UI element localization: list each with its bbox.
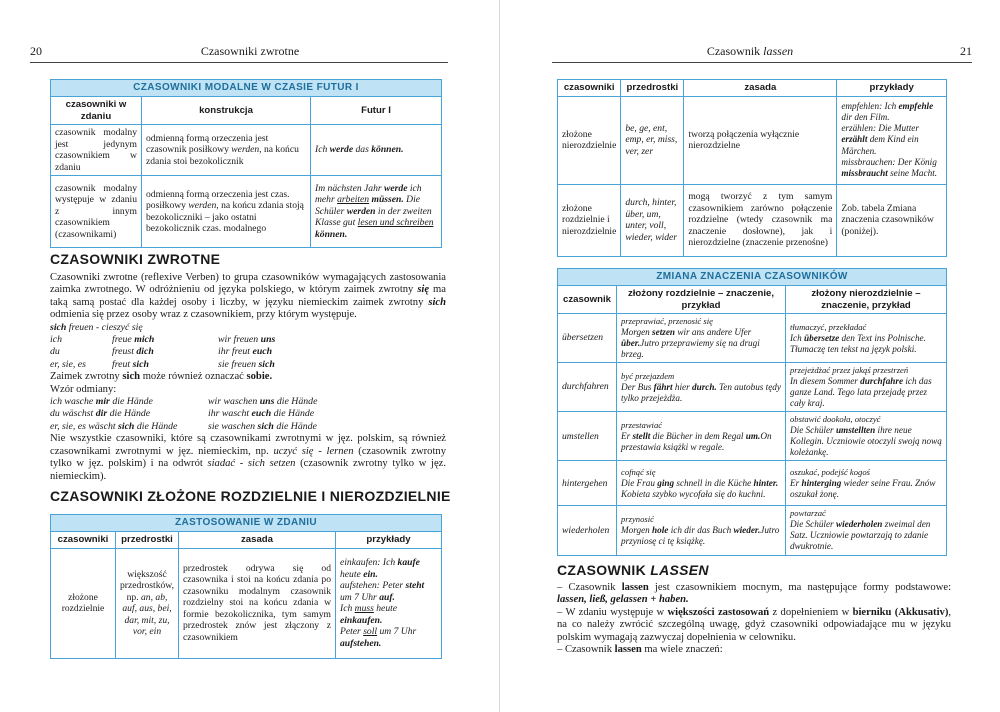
table-row: [558, 184, 947, 256]
verb-cell: umstellen: [558, 412, 617, 461]
table-cell: Ich werde das können.: [311, 125, 442, 176]
table-cell: złożone nierozdzielnie: [558, 96, 621, 184]
modal-verbs-table: [50, 79, 442, 248]
verb-form-plural: sie freuen sich: [218, 358, 275, 370]
verb-form: er, sie, es wäscht sich die Hände: [50, 420, 178, 432]
example-heading: sich freuen - cieszyć się: [50, 321, 143, 333]
table-cell: odmienną formą orzeczenia jest czasownik posiłkowy werden, na końcu zdania stoi bezokolicznik: [142, 125, 311, 176]
paragraph: – W zdaniu występuje w większości zastosowań z dopełnieniem w bierniku (Akkusativ), na co należy zwrócić szczególną uwagę, gdyż czasowniki odpowiadające mu w języku polskim wymagają zazwyczaj dopełnienia w celowniku.: [557, 606, 952, 643]
verb-form: freut sich: [112, 358, 149, 370]
verb-form-plural: ihr freut euch: [218, 346, 273, 358]
verb-cell: hintergehen: [558, 461, 617, 506]
paragraph: – Czasownik lassen ma wiele znaczeń:: [557, 644, 723, 656]
paragraph: Zaimek zwrotny sich może również oznaczać sobie.: [50, 371, 273, 383]
column-header: zasada: [179, 532, 336, 549]
table-cell: Zob. tabela Zmiana znaczenia czasowników (poniżej).: [837, 184, 947, 256]
inseparable-cell: obstawić dookoła, otoczyć Die Schüler umstellten ihre neue Kollegin. Uczniowie otoczyli swoją nową koleżankę.: [786, 412, 947, 461]
table-caption: ZASTOSOWANIE W ZDANIU: [51, 515, 442, 532]
section-title: CZASOWNIKI ZŁOŻONE ROZDZIELNIE I NIEROZDZIELNIE: [50, 488, 451, 504]
table-cell: złożone rozdzielnie: [51, 548, 116, 658]
verb-cell: durchfahren: [558, 363, 617, 412]
inseparable-cell: tłumaczyć, przekładać Ich übersetze den Text ins Polnische. Tłumaczę ten tekst na język polski.: [786, 314, 947, 363]
table-cell: złożone rozdzielnie i nierozdzielnie: [558, 184, 621, 256]
column-header: Futur I: [311, 97, 442, 125]
running-header: Czasownik lassen: [706, 44, 794, 58]
verb-form-plural: wir freuen uns: [218, 334, 276, 346]
conjugation-line: [50, 408, 446, 420]
separable-cell: cofnąć się Die Frau ging schnell in die Küche hinter. Kobieta szybko wycofała się do kuchni.: [617, 461, 786, 506]
table-cell: większość przedrostków, np. an, ab, auf, aus, bei, dar, mit, zu, vor, ein: [116, 548, 179, 658]
pronoun: du: [50, 346, 60, 358]
table-row: [558, 96, 947, 184]
separable-cell: być przejazdem Der Bus fährt hier durch. Ten autobus tędy tylko przejeżdża.: [617, 363, 786, 412]
meaning-rows: [558, 314, 947, 556]
paragraph: Wzór odmiany:: [50, 383, 117, 395]
paragraph: Czasowniki zwrotne (reflexive Verben) to grupa czasowników wymagających zastosowania zaimka zwrotnego. W odróżnieniu od języka polskiego, w którym zaimek zwrotny się ma taką samą postać dla każdej osoby i liczby, w języku niemieckim zaimek zwrotny sich odmienia się przez osoby wraz z czasownikiem, przy którym występuje.: [50, 272, 446, 321]
table-cell: durch, hinter, über, um, unter, voll, wieder, wider: [621, 184, 684, 256]
inseparable-cell: przejeżdżać przez jakąś przestrzeń In diesem Sommer durchfahre ich das ganze Land. Tego lata przejadę przez cały kraj.: [786, 363, 947, 412]
table-row: [51, 548, 442, 658]
column-header: czasowniki w zdaniu: [51, 97, 142, 125]
conjugation-line: [50, 346, 446, 358]
conjugation-list: [50, 334, 446, 371]
table-row: [51, 125, 442, 176]
column-header: złożony nierozdzielnie – znaczenie, przykład: [786, 286, 947, 314]
verb-form: du wäschst dir die Hände: [50, 408, 151, 420]
column-header: konstrukcja: [142, 97, 311, 125]
column-header: czasowniki: [51, 532, 116, 549]
column-header: czasowniki: [558, 80, 621, 97]
separable-cell: przestawiać Er stellt die Bücher in dem Regal um.On przestawia książki w regale.: [617, 412, 786, 461]
conjugation-list: [50, 396, 446, 433]
verb-form: freust dich: [112, 346, 154, 358]
conjugation-line: [50, 396, 446, 408]
column-header: przykłady: [837, 80, 947, 97]
header-rule: [30, 62, 448, 63]
running-header: Czasowniki zwrotne: [200, 44, 300, 58]
section-title: CZASOWNIK LASSEN: [557, 562, 709, 578]
separable-verbs-table: [50, 514, 442, 659]
inseparable-cell: powtarzać Die Schüler wiederholen zweimal den Satz. Uczniowie powtarzają to zdanie dwukrotnie.: [786, 506, 947, 555]
column-header: przedrostki: [116, 532, 179, 549]
table-cell: einkaufen: Ich kaufe heute ein. aufstehen: Peter steht um 7 Uhr auf. Ich muss heute einkaufen. Peter soll um 7 Uhr aufstehen.: [336, 548, 442, 658]
column-header: czasownik: [558, 286, 617, 314]
table-cell: mogą tworzyć z tym samym czasownikiem zarówno połączenie rozdzielne (wtedy czasownik ma znaczenie dosłowne), jak i nierozdzielne (znaczenie przenośne): [684, 184, 837, 256]
column-header: przedrostki: [621, 80, 684, 97]
pronoun: er, sie, es: [50, 358, 86, 370]
inseparable-cell: oszukać, podejść kogoś Er hinterging wieder seine Frau. Znów oszukał żonę.: [786, 461, 947, 506]
table-cell: be, ge, ent, emp, er, miss, ver, zer: [621, 96, 684, 184]
verb-form-plural: ihr wascht euch die Hände: [208, 408, 315, 420]
table-cell: odmienną formą orzeczenia jest czas. posiłkowy werden, na końcu zdania stoją bezokoliczniki – jako ostatni bezokolicznik czas. modalnego: [142, 176, 311, 248]
separable-cell: przeprawiać, przenosić się Morgen setzen wir ans andere Ufer über.Jutro przeprawiemy się na drugi brzeg.: [617, 314, 786, 363]
right-page: [500, 0, 1000, 712]
verb-form: ich wasche mir die Hände: [50, 396, 153, 408]
reflexive-section-body: [50, 272, 446, 483]
table-cell: przedrostek odrywa się od czasownika i stoi na końcu zdania po czasowniku modalnym czasownik rozdzielny stoi na końcu zdania w formie bezokolicznika, tym samym przedrostek znów jest złączony z czasownikiem: [179, 548, 336, 658]
verb-prefix-table: [557, 79, 947, 257]
verb-form-plural: wir waschen uns die Hände: [208, 396, 318, 408]
page-number: 21: [960, 44, 972, 58]
table-row: [558, 506, 947, 555]
conjugation-line: [50, 359, 446, 371]
column-header: przykłady: [336, 532, 442, 549]
table-cell: tworzą połączenia wyłącznie nierozdzielne: [684, 96, 837, 184]
paragraph: – Czasownik lassen jest czasownikiem mocnym, ma następujące formy podstawowe: lassen, ließ, gelassen + haben.: [557, 582, 952, 606]
table-cell: Im nächsten Jahr werde ich mehr arbeiten müssen. Die Schüler werden in der zweiten Klasse gut lesen und schreiben können.: [311, 176, 442, 248]
table-cell: czasownik modalny jest jedynym czasownikiem w zdaniu: [51, 125, 142, 176]
table-cell: empfehlen: Ich empfehle dir den Film. erzählen: Die Mutter erzählt dem Kind ein Märchen. missbrauchen: Der König missbraucht seine Macht.: [837, 96, 947, 184]
column-header: zasada: [684, 80, 837, 97]
table-row: [558, 363, 947, 412]
column-header: złożony rozdzielnie – znaczenie, przykład: [617, 286, 786, 314]
paragraph: Nie wszystkie czasowniki, które są czasownikami zwrotnymi w jęz. polskim, są również czasownikami zwrotnymi w jęz. niemieckim, np. uczyć się - lernen (czasownik zwrotny tylko w jęz. polskim) i na odwrót siadać - sich setzen (czasownik zwrotny tylko w jęz. niemieckim).: [50, 433, 447, 482]
meaning-change-table: [557, 268, 947, 556]
table-caption: ZMIANA ZNACZENIA CZASOWNIKÓW: [558, 269, 947, 286]
lassen-section-body: [557, 582, 951, 656]
conjugation-line: [50, 334, 446, 346]
table-row: [558, 314, 947, 363]
table-cell: czasownik modalny występuje w zdaniu z innym czasownikiem (czasownikami): [51, 176, 142, 248]
table-caption: CZASOWNIKI MODALNE W CZASIE FUTUR I: [51, 80, 442, 97]
conjugation-line: [50, 421, 446, 433]
verb-cell: wiederholen: [558, 506, 617, 555]
verb-cell: übersetzen: [558, 314, 617, 363]
section-title: CZASOWNIKI ZWROTNE: [50, 251, 221, 267]
verb-form-plural: sie waschen sich die Hände: [208, 420, 317, 432]
table-row: [51, 176, 442, 248]
separable-cell: przynosić Morgen hole ich dir das Buch wieder.Jutro przyniosę ci tę książkę.: [617, 506, 786, 555]
verb-form: freue mich: [112, 334, 155, 346]
table-row: [558, 412, 947, 461]
pronoun: ich: [50, 334, 62, 346]
header-rule: [552, 62, 972, 63]
table-row: [558, 461, 947, 506]
page-number: 20: [30, 44, 42, 58]
